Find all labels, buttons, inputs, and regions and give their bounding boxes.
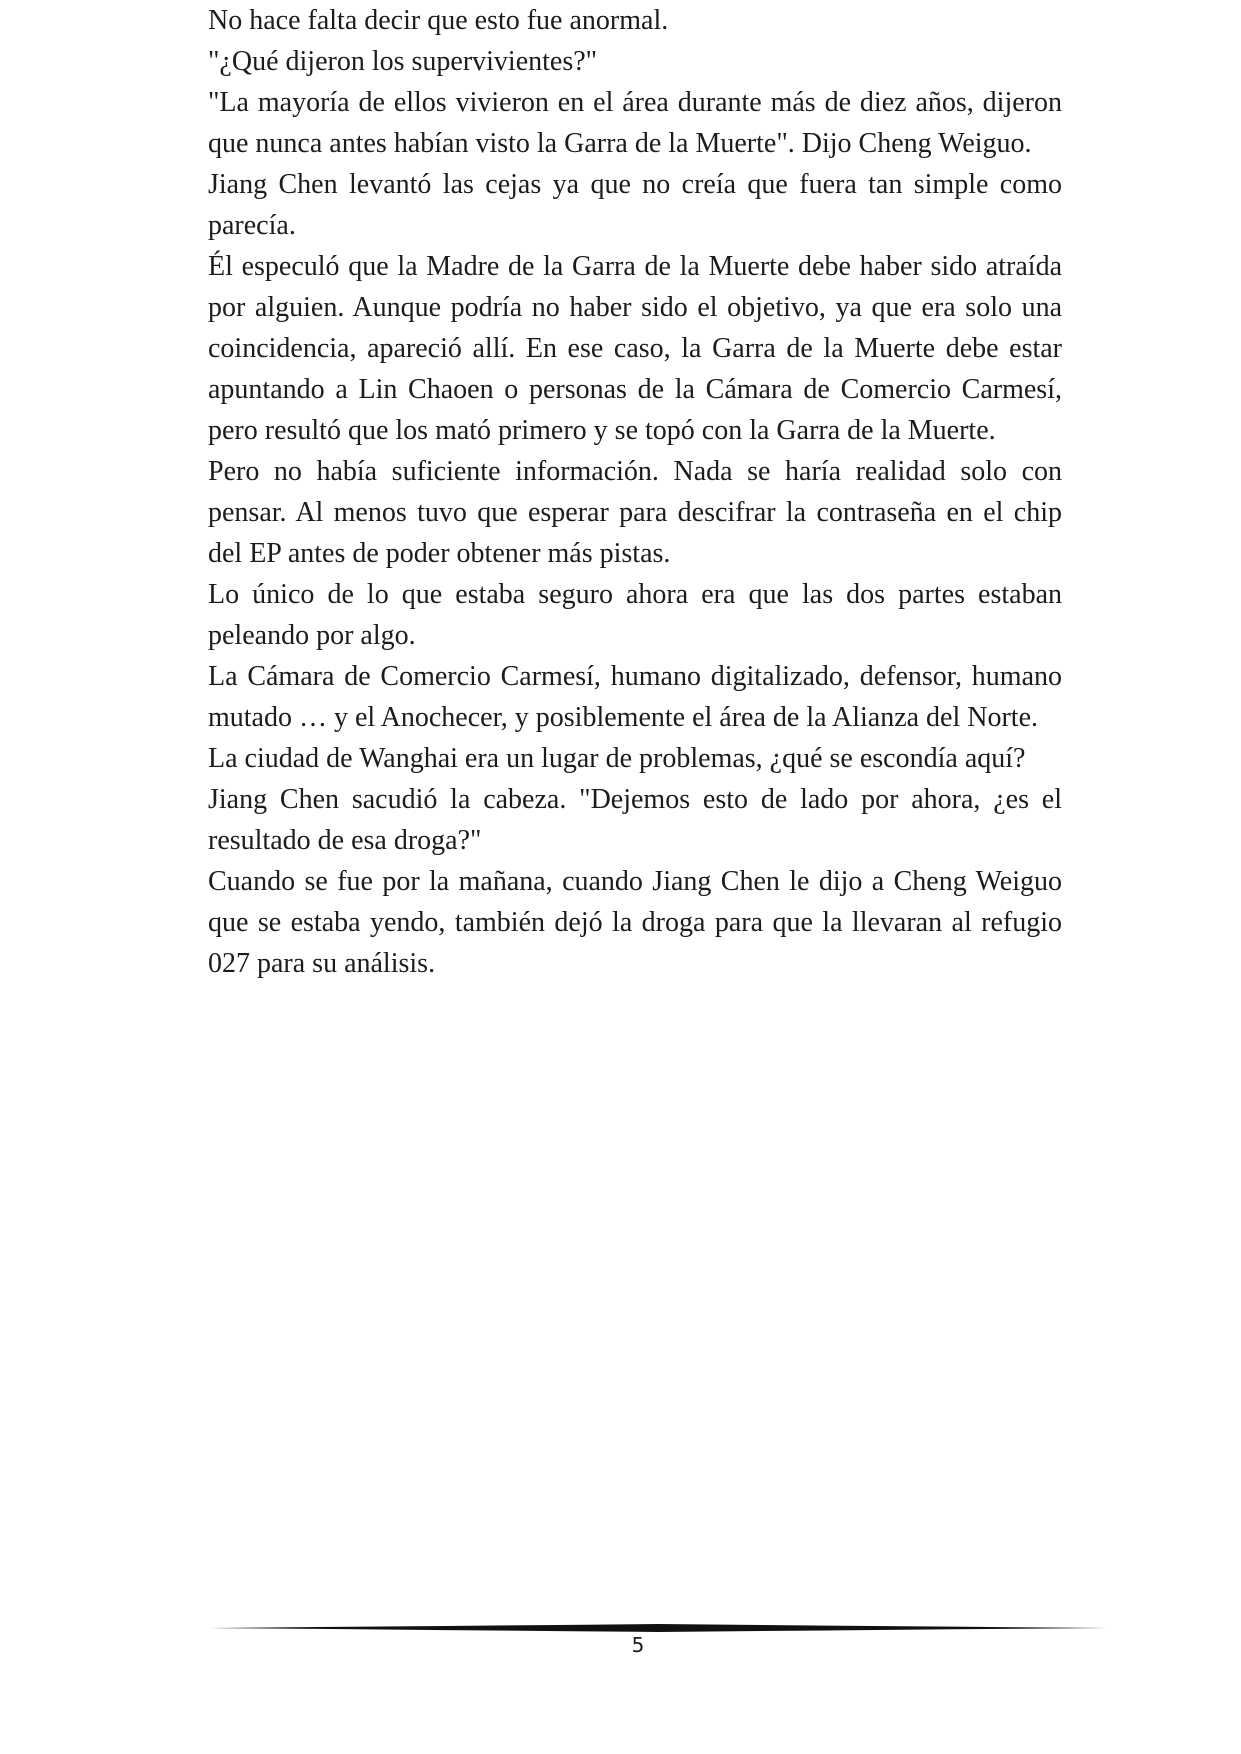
paragraph: Pero no había suficiente información. Nada se haría realidad solo con pensar. Al menos tuvo que esperar para descifrar la contraseña en el chip del EP antes de poder obtener más pistas. (208, 456, 1062, 569)
paragraph: La Cámara de Comercio Carmesí, humano digitalizado, defensor, humano mutado … y el Anochecer, y posiblemente el área de la Alianza del Norte. (208, 661, 1062, 733)
paragraph: Cuando se fue por la mañana, cuando Jiang Chen le dijo a Cheng Weiguo que se estaba yendo, también dejó la droga para que la llevaran al refugio 027 para su análisis. (208, 866, 1062, 979)
paragraph: "¿Qué dijeron los supervivientes?" (208, 46, 598, 77)
footer-divider (208, 1623, 1108, 1633)
paragraph: Él especuló que la Madre de la Garra de la Muerte debe haber sido atraída por alguien. Aunque podría no haber sido el objetivo, ya que era solo una coincidencia, apareció allí. En ese caso, la Garra de la Muerte debe estar apuntando a Lin Chaoen o personas de la Cámara de Comercio Carmesí, pero resultó que los mató primero y se topó con la Garra de la Muerte. (208, 251, 1062, 446)
paragraph: No hace falta decir que esto fue anormal. (208, 5, 669, 36)
paragraph: Lo único de lo que estaba seguro ahora era que las dos partes estaban peleando por algo. (208, 579, 1062, 651)
paragraph: Jiang Chen levantó las cejas ya que no creía que fuera tan simple como parecía. (208, 169, 1062, 241)
page-number: 5 (631, 1633, 645, 1657)
paragraph: La ciudad de Wanghai era un lugar de problemas, ¿qué se escondía aquí? (208, 743, 1026, 774)
page-body (208, 0, 1062, 984)
paragraph: Jiang Chen sacudió la cabeza. "Dejemos esto de lado por ahora, ¿es el resultado de esa droga?" (208, 784, 1062, 856)
paragraph: "La mayoría de ellos vivieron en el área durante más de diez años, dijeron que nunca antes habían visto la Garra de la Muerte". Dijo Cheng Weiguo. (208, 87, 1062, 159)
